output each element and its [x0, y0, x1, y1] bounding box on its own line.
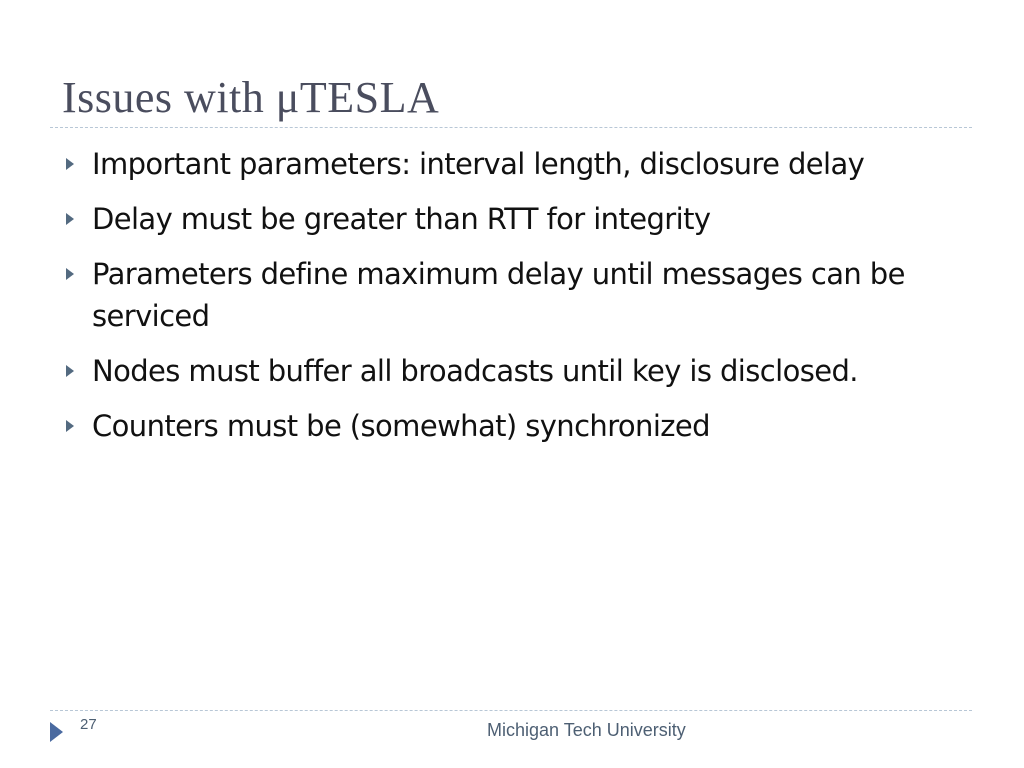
- bullet-text: Delay must be greater than RTT for integrity: [92, 202, 711, 236]
- triangle-right-icon: [66, 158, 74, 170]
- triangle-right-icon: [66, 365, 74, 377]
- footer-divider: [50, 710, 972, 711]
- bullet-text: Counters must be (somewhat) synchronized: [92, 409, 710, 443]
- bullet-text: Nodes must buffer all broadcasts until key is disclosed.: [92, 354, 858, 388]
- triangle-right-icon: [66, 420, 74, 432]
- bullet-item: [62, 198, 962, 240]
- bullet-item: [62, 405, 962, 447]
- footer-organization: Michigan Tech University: [487, 720, 686, 740]
- bullet-text: Parameters define maximum delay until messages can be serviced: [92, 257, 905, 333]
- bullet-item: [62, 143, 962, 185]
- bullet-list: [62, 143, 962, 460]
- triangle-right-icon: [66, 213, 74, 225]
- triangle-right-icon: [50, 722, 63, 742]
- title-divider: [50, 127, 972, 128]
- slide-number: 27: [80, 716, 97, 733]
- bullet-text: Important parameters: interval length, disclosure delay: [92, 147, 865, 181]
- bullet-item: [62, 350, 962, 392]
- triangle-right-icon: [66, 268, 74, 280]
- slide-title: Issues with μTESLA: [62, 73, 440, 122]
- bullet-item: [62, 253, 962, 337]
